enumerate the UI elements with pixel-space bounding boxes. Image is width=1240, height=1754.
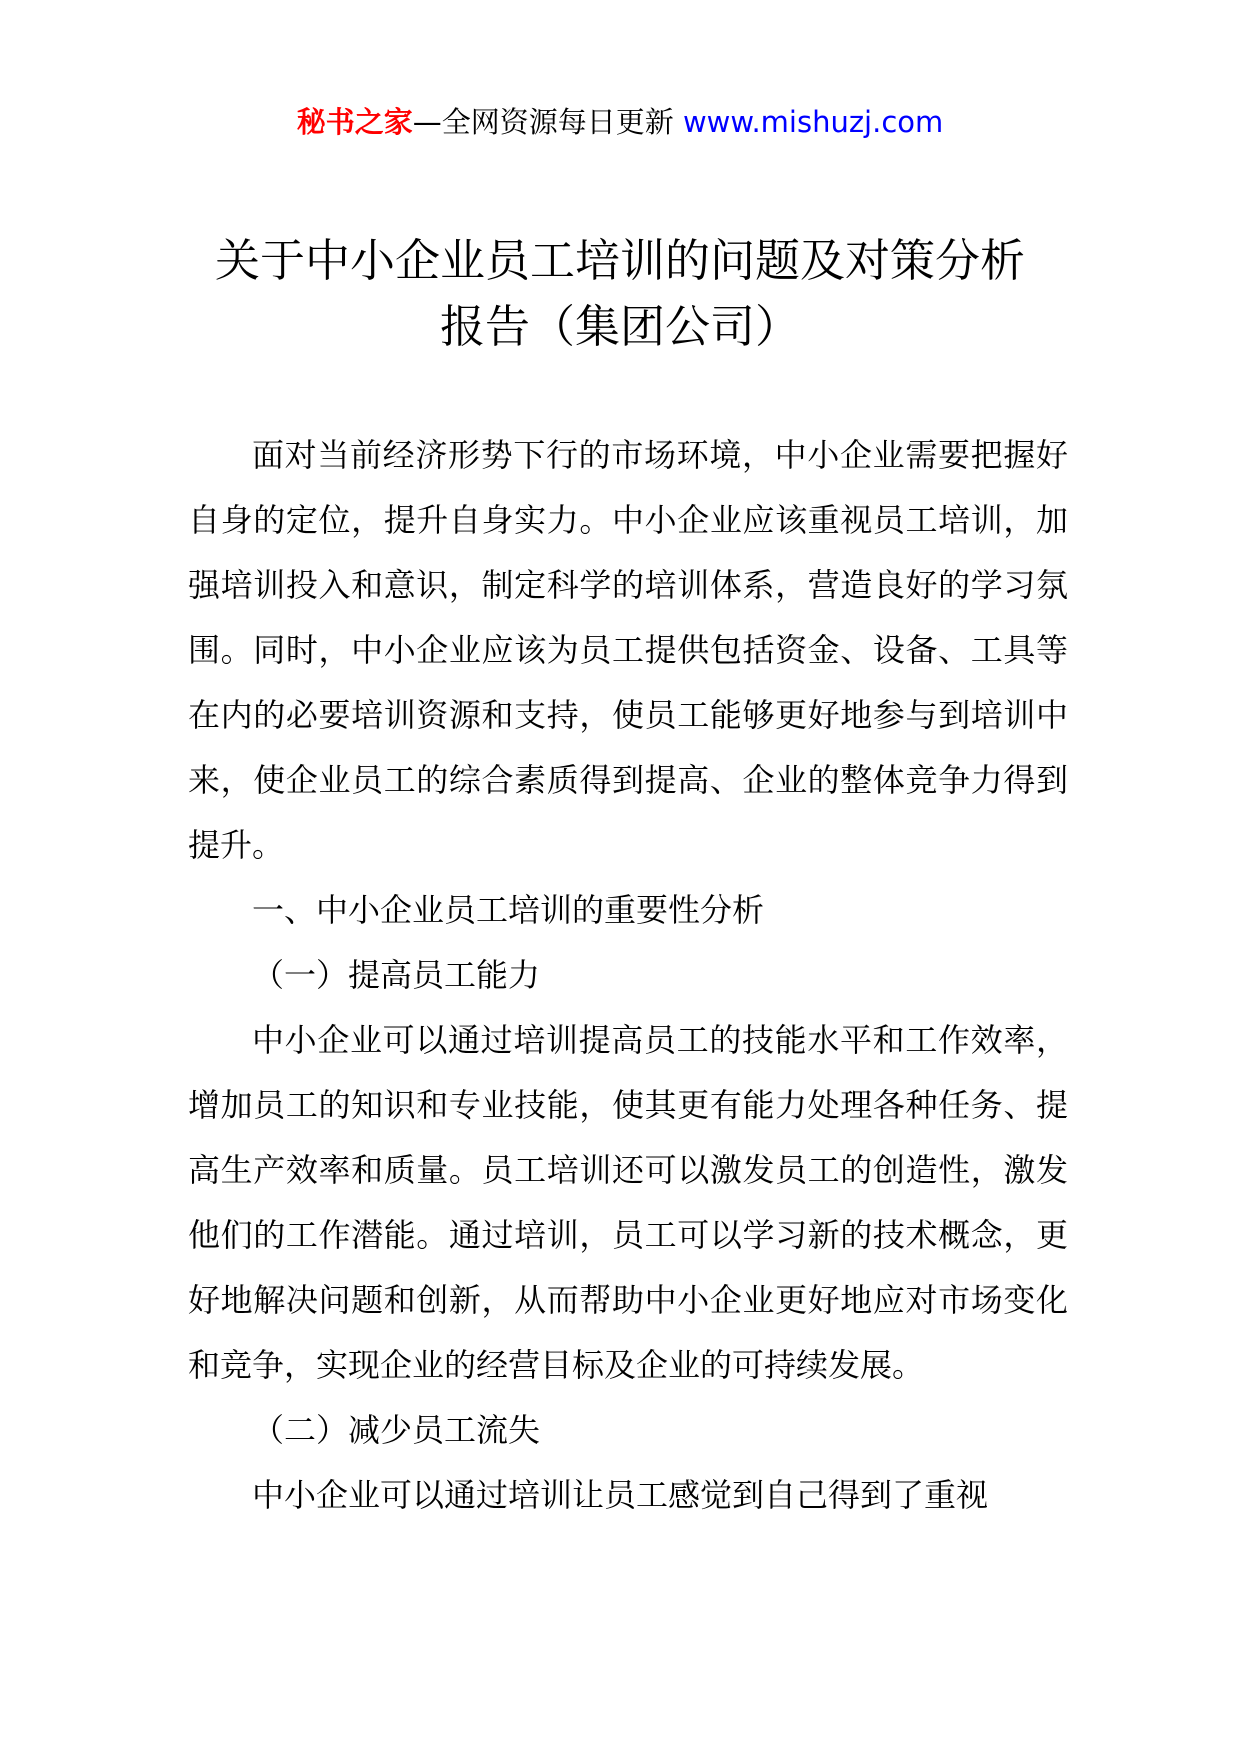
document-body: [188, 423, 1068, 1528]
title-line-1: 关于中小企业员工培训的问题及对策分析: [214, 234, 1025, 287]
intro-paragraph: 面对当前经济形势下行的市场环境，中小企业需要把握好自身的定位，提升自身实力。中小企业应该重视员工培训，加强培训投入和意识，制定科学的培训体系，营造良好的学习氛围。同时，中小企业应该为员工提供包括资金、设备、工具等在内的必要培训资源和支持，使员工能够更好地参与到培训中来，使企业员工的综合素质得到提高、企业的整体竞争力得到提升。: [188, 436, 1068, 864]
section-heading-1: 一、中小企业员工培训的重要性分析: [252, 891, 765, 929]
brand-name: 秘书之家: [296, 105, 413, 139]
site-url-link[interactable]: www.mishuzj.com: [682, 105, 944, 139]
subsection-2-paragraph: 中小企业可以通过培训让员工感觉到自己得到了重视: [252, 1476, 989, 1514]
title-line-2: 报告（集团公司）: [439, 300, 800, 353]
document-title: [180, 228, 1060, 360]
header-slogan: —全网资源每日更新: [412, 105, 683, 139]
site-header: [0, 100, 1240, 144]
subsection-heading-2: （二）减少员工流失: [252, 1411, 541, 1449]
subsection-1-paragraph: 中小企业可以通过培训提高员工的技能水平和工作效率，增加员工的知识和专业技能，使其更有能力处理各种任务、提高生产效率和质量。员工培训还可以激发员工的创造性，激发他们的工作潜能。通过培训，员工可以学习新的技术概念，更好地解决问题和创新，从而帮助中小企业更好地应对市场变化和竞争，实现企业的经营目标及企业的可持续发展。: [188, 1021, 1068, 1384]
subsection-heading-1: （一）提高员工能力: [252, 956, 541, 994]
